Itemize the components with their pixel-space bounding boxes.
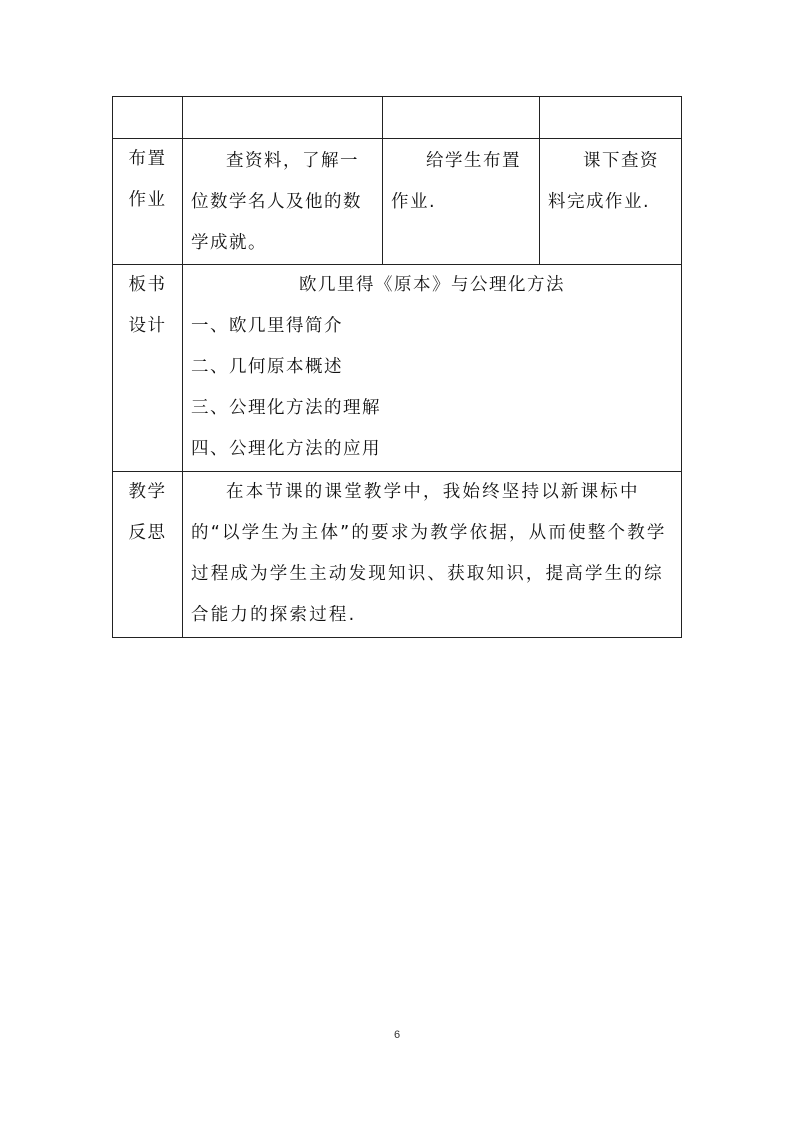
- board-label-line1: 板书: [128, 275, 167, 295]
- board-label: [113, 265, 183, 472]
- homework-student-cell: [540, 139, 682, 265]
- reflection-label-line1: 教学: [128, 482, 167, 502]
- lesson-plan-table: [112, 96, 682, 638]
- board-row: [113, 265, 682, 472]
- homework-content: 查资料，了解一位数学名人及他的数学成就。: [191, 151, 362, 253]
- reflection-label: [113, 472, 183, 638]
- board-content-cell: [183, 265, 682, 472]
- reflection-row: [113, 472, 682, 638]
- board-title: 欧几里得《原本》与公理化方法: [299, 275, 565, 295]
- board-item: 四、公理化方法的应用: [191, 439, 381, 459]
- homework-label-line2: 作业: [128, 190, 167, 210]
- homework-label-line1: 布置: [128, 149, 167, 169]
- homework-teacher-activity: 给学生布置作业.: [391, 151, 521, 212]
- homework-label: [113, 139, 183, 265]
- homework-teacher-cell: [383, 139, 540, 265]
- board-label-line2: 设计: [128, 316, 167, 336]
- board-item: 一、欧几里得简介: [191, 316, 343, 336]
- empty-cell: [383, 97, 540, 139]
- board-item: 三、公理化方法的理解: [191, 398, 381, 418]
- homework-student-activity: 课下查资料完成作业.: [548, 151, 659, 212]
- reflection-label-line2: 反思: [128, 523, 167, 543]
- empty-cell: [540, 97, 682, 139]
- homework-content-cell: [183, 139, 383, 265]
- reflection-content-cell: [183, 472, 682, 638]
- reflection-text: 在本节课的课堂教学中，我始终坚持以新课标中的“以学生为主体”的要求为教学依据，从而使整个教学过程成为学生主动发现知识、获取知识，提高学生的综合能力的探索过程.: [191, 482, 667, 625]
- page-number: 6: [393, 1029, 401, 1041]
- empty-cell: [113, 97, 183, 139]
- board-item: 二、几何原本概述: [191, 357, 343, 377]
- homework-row: [113, 139, 682, 265]
- empty-row: [113, 97, 682, 139]
- empty-cell: [183, 97, 383, 139]
